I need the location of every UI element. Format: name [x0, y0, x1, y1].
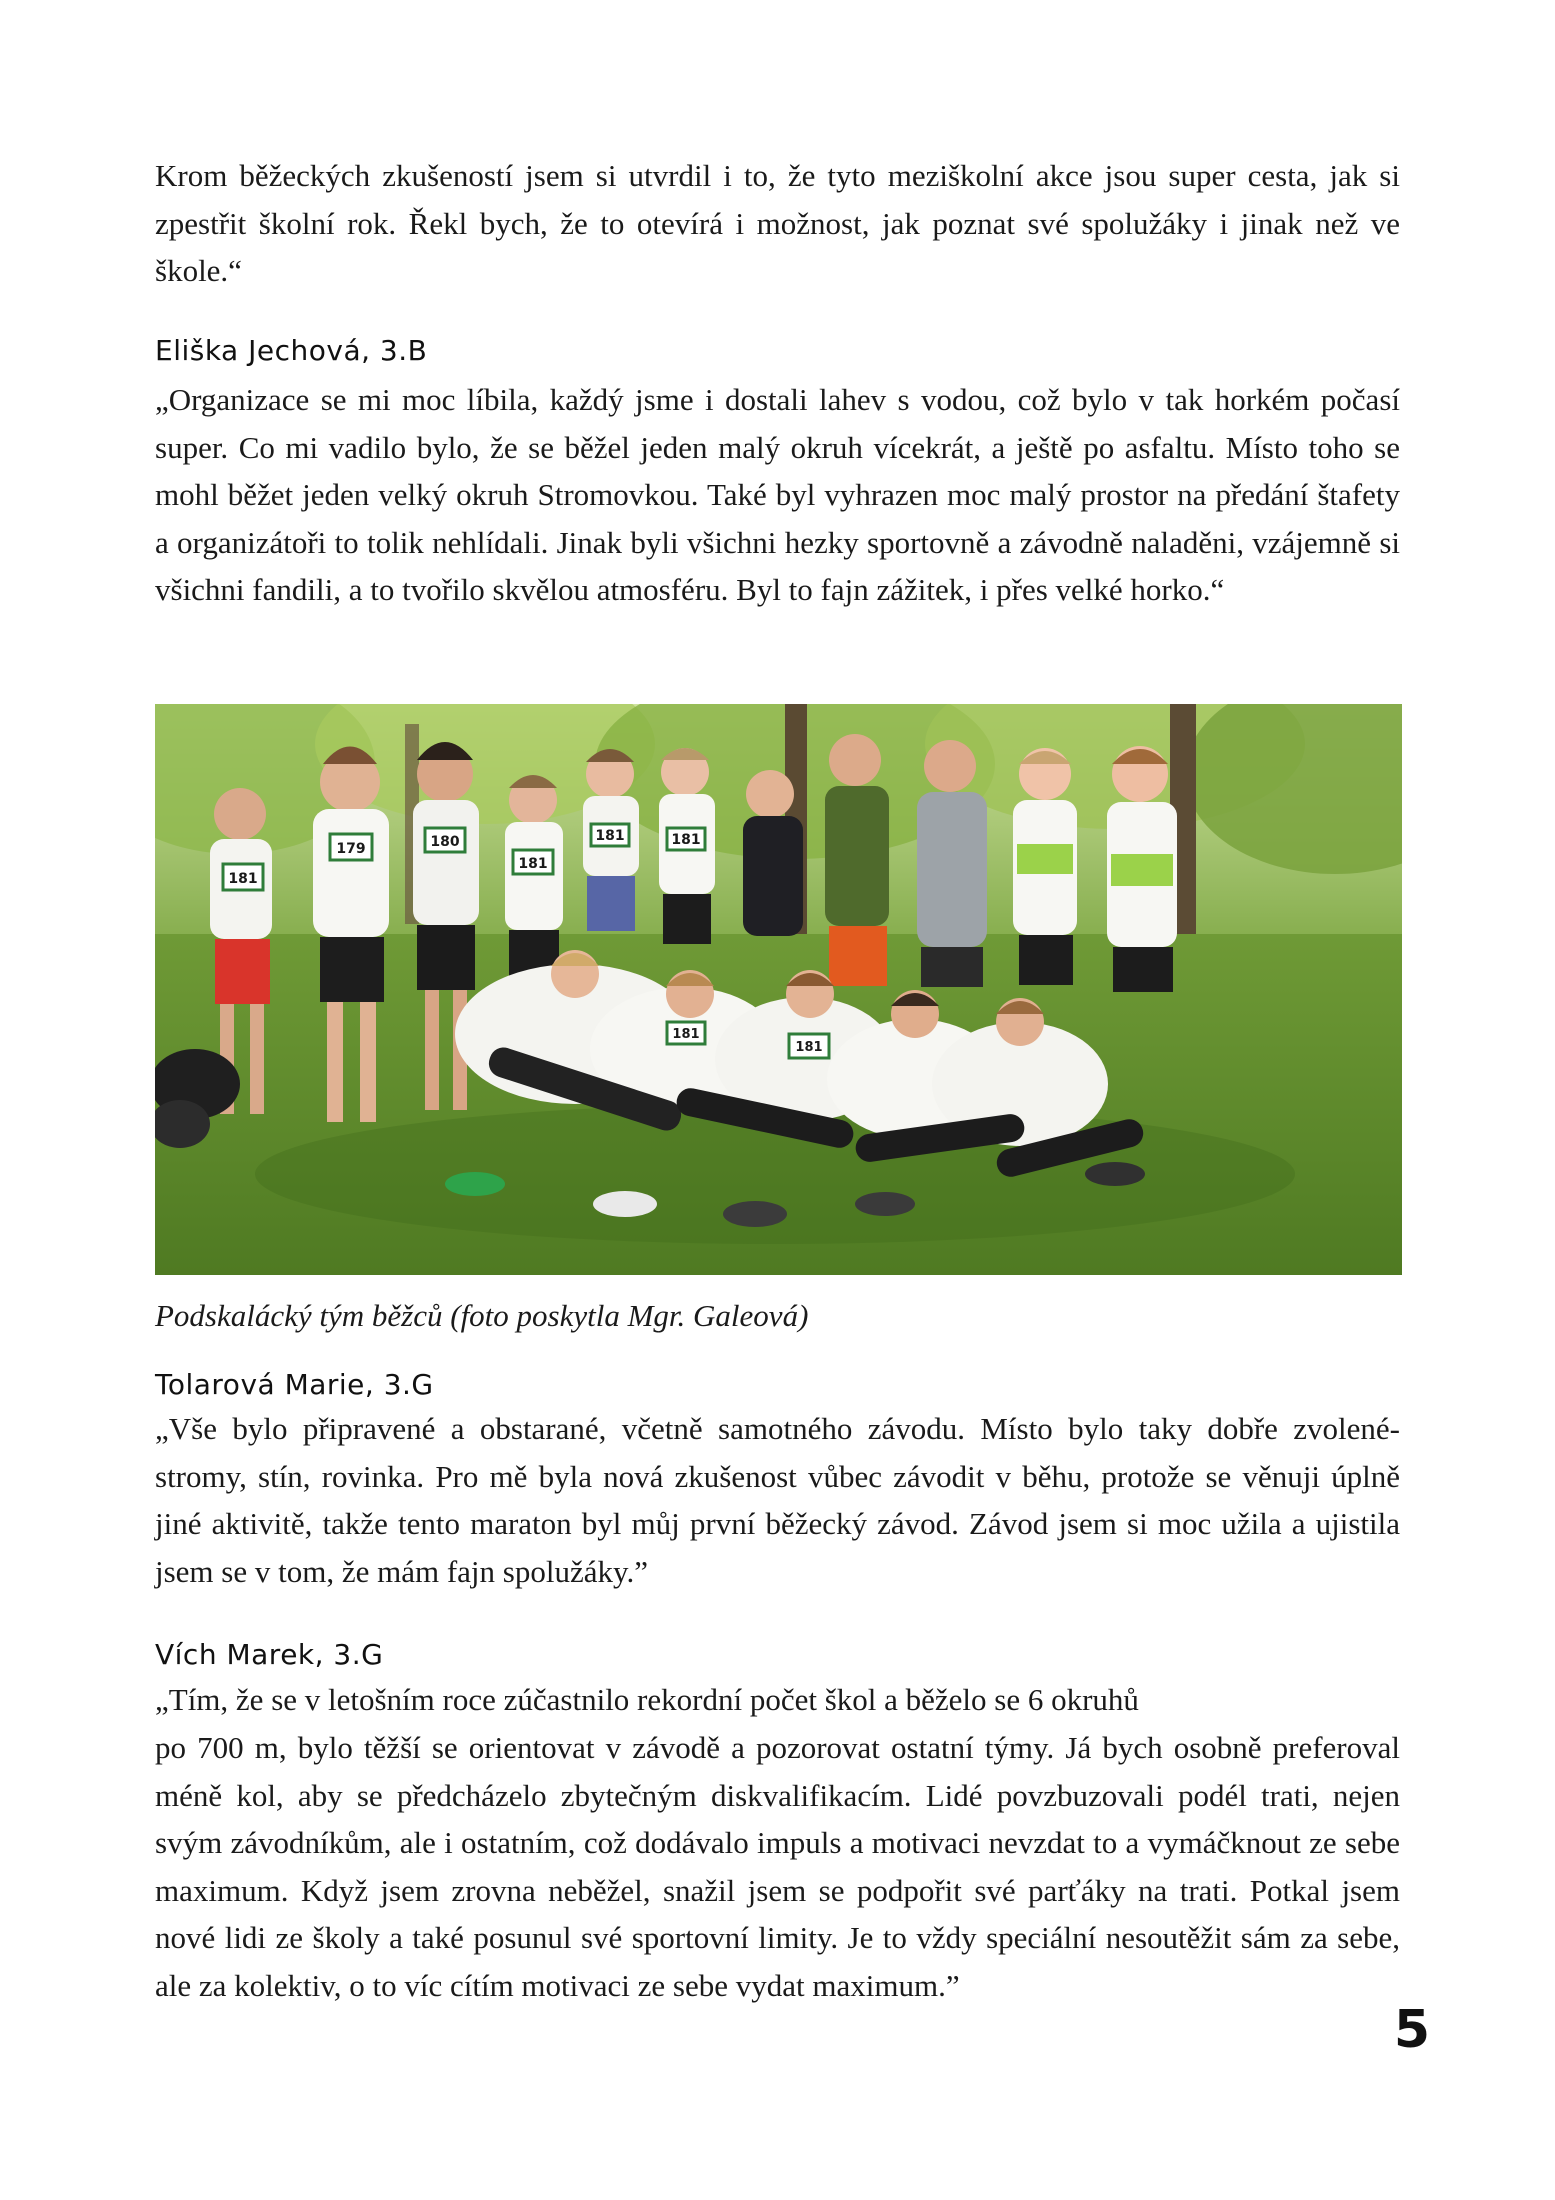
testimonial-paragraph-2: „Vše bylo připravené a obstarané, včetně samotného závodu. Místo bylo taky dobře zvolené-stromy, stín, rovinka. Pro mě byla nová zkušenost vůbec závodit v běhu, protože se věnuji úplně jiné aktivitě, takže tento maraton byl můj první běžecký závod. Závod jsem si moc užila a ujistila jsem se v tom, že mám fajn spolužáky.”	[155, 1411, 1400, 1589]
page-number: 5	[1393, 2000, 1430, 2060]
bib-number: 179	[336, 841, 366, 857]
bib-number: 181	[228, 871, 258, 887]
testimonial-paragraph-1: „Organizace se mi moc líbila, každý jsme i dostali lahev s vodou, což bylo v tak horkém počasí super. Co mi vadilo bylo, že se běžel jeden malý okruh vícekrát, a ještě po asfaltu. Místo toho se mohl běžet jeden velký okruh Stromovkou. Také byl vyhrazen moc malý prostor na předání štafety a organizátoři to tolik nehlídali. Jinak byli všichni hezky sportovně a závodně naladěni, vzájemně si všichni fandili, a to tvořilo skvělou atmosféru. Byl to fajn zážitek, i přes velké horko.“	[155, 382, 1400, 607]
author-heading-1: Eliška Jechová, 3.B	[155, 334, 428, 367]
author-heading-3: Vích Marek, 3.G	[155, 1638, 384, 1671]
bib-number: 181	[671, 832, 701, 848]
bib-number: 181	[795, 1040, 823, 1055]
bib-number: 181	[672, 1027, 700, 1042]
team-photo	[155, 704, 1402, 1275]
author-heading-2: Tolarová Marie, 3.G	[155, 1368, 434, 1401]
intro-paragraph: Krom běžeckých zkušeností jsem si utvrdil i to, že tyto meziškolní akce jsou super cesta, jak si zpestřit školní rok. Řekl bych, že to otevírá i možnost, jak poznat své spolužáky i jinak než ve škole.“	[155, 158, 1400, 288]
photo-caption: Podskalácký tým běžců (foto poskytla Mgr. Galeová)	[155, 1298, 809, 1333]
team-photo-illustration	[155, 704, 1402, 1275]
bib-number: 181	[595, 828, 625, 844]
testimonial-paragraph-3-first-line: „Tím, že se v letošním roce zúčastnilo rekordní počet škol a běželo se 6 okruhů	[155, 1682, 1139, 1717]
bib-number: 180	[430, 834, 460, 850]
bib-number: 181	[518, 856, 548, 872]
testimonial-paragraph-3: po 700 m, bylo těžší se orientovat v závodě a pozorovat ostatní týmy. Já bych osobně preferoval méně kol, aby se předcházelo zbytečným diskvalifikacím. Lidé povzbuzovali podél trati, nejen svým závodníkům, ale i ostatním, což dodávalo impuls a motivaci nevzdat to a vymáčknout ze sebe maximum. Když jsem zrovna neběžel, snažil jsem se podpořit své parťáky na trati. Potkal jsem nové lidi ze školy a také posunul své sportovní limity. Je to vždy speciální nesoutěžit sám za sebe, ale za kolektiv, o to víc cítím motivaci ze sebe vydat maximum.”	[155, 1730, 1400, 2003]
